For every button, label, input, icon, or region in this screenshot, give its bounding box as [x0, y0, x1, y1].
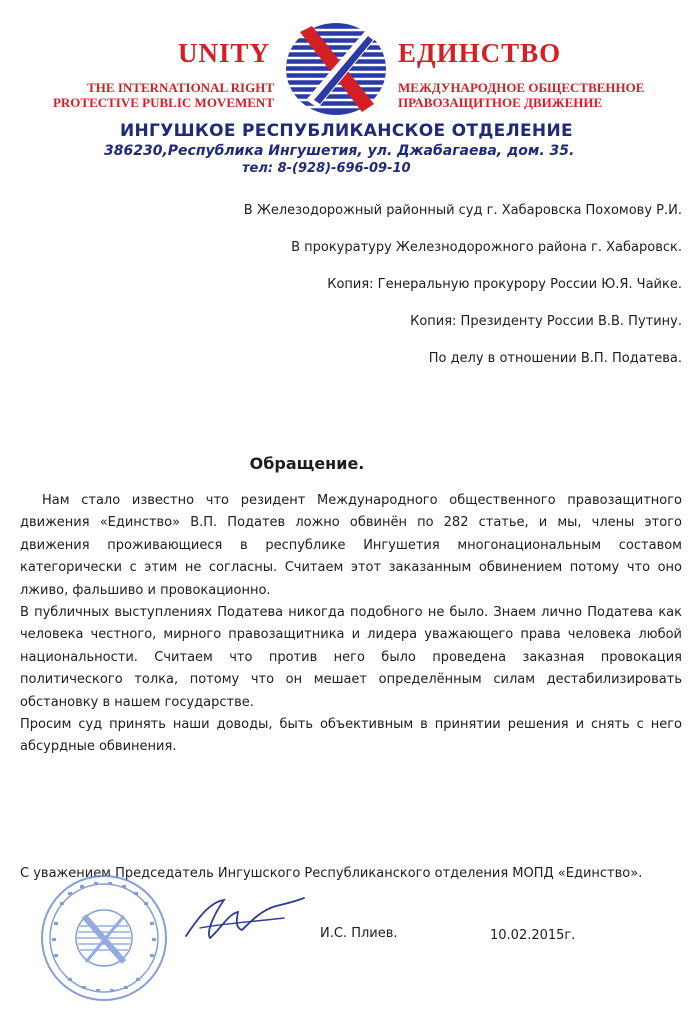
subtitle-en-line2: PROTECTIVE PUBLIC MOVEMENT: [52, 95, 274, 110]
subtitle-ru-line1: МЕЖДУНАРОДНОЕ ОБЩЕСТВЕННОЕ: [398, 80, 645, 95]
recipients-block: [122, 202, 682, 387]
recipient-line: Копия: Президенту России В.В. Путину.: [410, 314, 682, 329]
document-body: [20, 490, 682, 759]
organization-name: ИНГУШКОЕ РЕСПУБЛИКАНСКОЕ ОТДЕЛЕНИЕ: [120, 121, 573, 141]
subtitle-ru-line2: ПРАВОЗАЩИТНОЕ ДВИЖЕНИЕ: [398, 95, 603, 110]
document-date: 10.02.2015г.: [490, 928, 576, 943]
body-paragraph: Нам стало известно что резидент Международного общественного правозащитного движения «Единство» В.П. Податев ложно обвинён по 282 статье, и мы, члены этого движения проживающиеся в республике Ингушетия многонациональным составом категорически с этим не согласны. Считаем этот заказанным обвинением потому что оно лживо, фальшиво и провокационно.: [20, 493, 682, 598]
recipient-line: Копия: Генеральную прокурору России Ю.Я. Чайке.: [327, 277, 682, 292]
brand-title-ru: ЕДИНСТВО: [398, 38, 562, 68]
closing-line: С уважением Председатель Ингушского Республиканского отделения МОПД «Единство».: [20, 866, 643, 881]
signer-name: И.С. Плиев.: [320, 926, 398, 941]
document-title: Обращение.: [249, 454, 365, 473]
organization-address: 386230,Республика Ингушетия, ул. Джабагаева, дом. 35.: [104, 143, 575, 159]
recipient-line: В прокуратуру Железнодорожного района г. Хабаровск.: [291, 240, 682, 255]
subtitle-en: [28, 80, 274, 110]
recipient-line: По делу в отношении В.П. Податева.: [428, 351, 682, 366]
unity-logo-icon: [282, 20, 390, 118]
brand-title-en: UNITY: [178, 38, 271, 68]
organization-phone: тел: 8-(928)-696-09-10: [242, 161, 411, 176]
subtitle-ru: [398, 80, 698, 110]
body-paragraph: В публичных выступлениях Податева никогда подобного не было. Знаем лично Податева как человека честного, мирного правозащитника и лидера уважающего права человека любой национальности. Считаем что против него было проведена заказная провокация политического толка, потому что он мешает определённым силам дестабилизировать обстановку в нашем государстве.: [20, 605, 682, 710]
stamp-seal-icon: [38, 872, 170, 1004]
recipient-line: В Железодорожный районный суд г. Хабаровска Похомову Р.И.: [243, 203, 682, 218]
signature-icon: [180, 888, 310, 948]
body-paragraph: Просим суд принять наши доводы, быть объективным в принятии решения и снять с него абсурдные обвинения.: [20, 717, 682, 755]
subtitle-en-line1: THE INTERNATIONAL RIGHT: [87, 80, 274, 95]
